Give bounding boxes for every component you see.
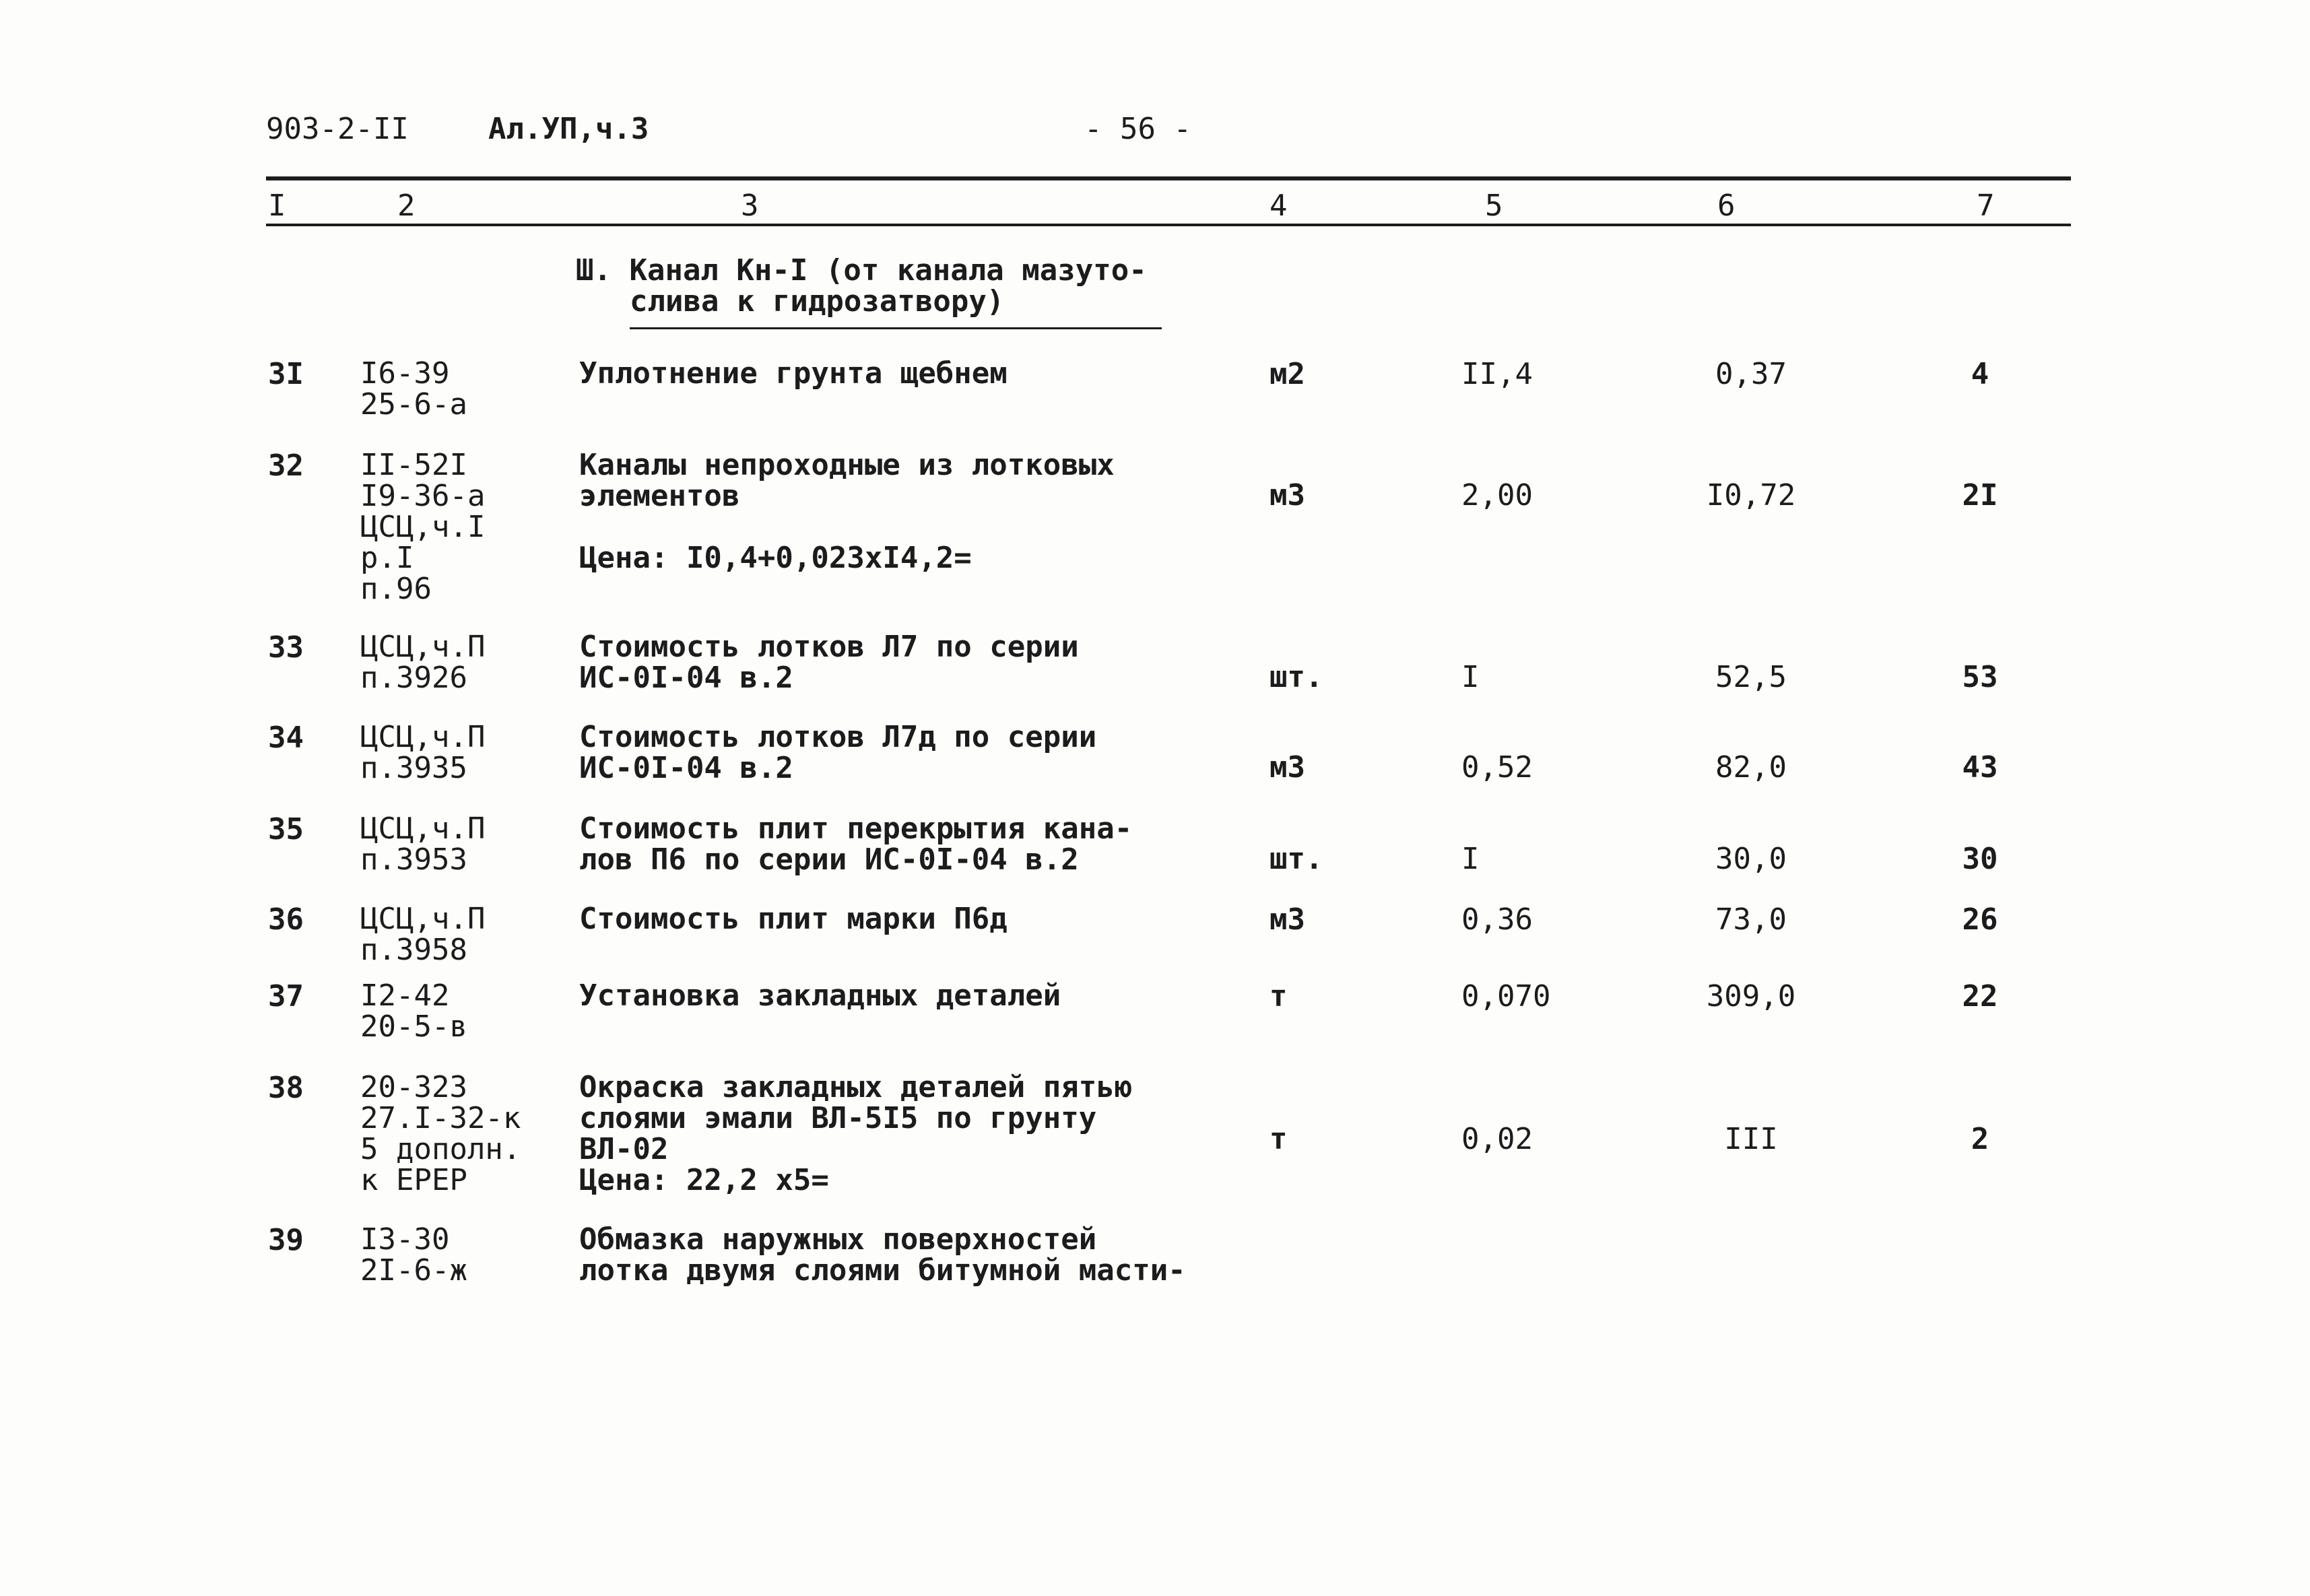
column-header-6: 6 (1717, 189, 1736, 223)
row-description-line (579, 512, 1115, 543)
row-description-line: Цена: I0,4+0,023хI4,2= (579, 541, 972, 575)
row-description-line: ВЛ-02 (579, 1132, 669, 1166)
row-unit: т (1269, 1122, 1288, 1156)
row-unit: шт. (1269, 660, 1323, 694)
row-description (579, 813, 1132, 875)
row-number: 34 (268, 721, 304, 755)
row-quantity: II,4 (1461, 357, 1533, 391)
row-code (360, 722, 485, 784)
row-description-line: Установка закладных деталей (579, 978, 1061, 1013)
row-number: 33 (268, 630, 304, 665)
row-code-line: II-52I (360, 448, 467, 482)
row-description-line: Стоимость плит перекрытия кана- (579, 811, 1133, 846)
row-description-line: Стоимость плит марки П6д (579, 902, 1008, 936)
column-header-2: 2 (397, 189, 416, 223)
row-code-line: ЦСЦ,ч.П (360, 902, 486, 936)
column-header-3: 3 (741, 189, 759, 223)
row-code (360, 450, 485, 605)
row-description (579, 722, 1096, 784)
row-code (360, 1224, 467, 1286)
row-code-line: ЦСЦ,ч.П (360, 720, 486, 754)
row-code (360, 358, 467, 420)
row-code-line: п.3958 (360, 933, 467, 967)
row-description-line: Стоимость лотков Л7д по серии (579, 720, 1097, 754)
row-description-line: Окраска закладных деталей пятью (579, 1070, 1133, 1104)
row-description-line: ИС-0I-04 в.2 (579, 661, 793, 695)
row-number: 32 (268, 448, 304, 483)
row-total: 53 (1962, 660, 1998, 694)
row-description (579, 980, 1061, 1011)
row-unit-price: 30,0 (1715, 842, 1787, 876)
column-header-7: 7 (1977, 189, 1995, 223)
row-code-line: к ЕРЕР (360, 1163, 467, 1197)
table-top-rule (266, 176, 2071, 180)
section-title-line-2: слива к гидрозатвору) (630, 284, 1005, 319)
column-header-4: 4 (1269, 189, 1288, 223)
row-description (579, 358, 1008, 389)
row-code-line: 2I-6-ж (360, 1253, 467, 1288)
row-description (579, 1224, 1186, 1286)
doc-code: 903-2-II (266, 112, 409, 146)
row-description-line: слоями эмали ВЛ-5I5 по грунту (579, 1101, 1097, 1135)
row-total: 26 (1962, 902, 1998, 937)
row-total: 2 (1971, 1122, 1989, 1156)
row-code-line: 27.I-32-к (360, 1101, 521, 1135)
row-unit-price: 309,0 (1706, 979, 1796, 1013)
album-ref: Ал.УП,ч.3 (488, 112, 649, 146)
row-number: 3I (268, 357, 304, 391)
row-number: 36 (268, 902, 304, 937)
row-description (579, 632, 1079, 694)
section-title-underline (630, 327, 1162, 329)
row-unit-price: 0,37 (1715, 357, 1787, 391)
row-code-line: I3-30 (360, 1222, 450, 1257)
row-code (360, 813, 485, 875)
row-total: 30 (1962, 842, 1998, 876)
row-description-line: Стоимость лотков Л7 по серии (579, 630, 1079, 664)
row-quantity: 0,070 (1461, 979, 1551, 1013)
row-quantity: 2,00 (1461, 478, 1533, 512)
row-description-line: Обмазка наружных поверхностей (579, 1222, 1097, 1257)
row-code-line: I6-39 (360, 356, 450, 391)
row-code (360, 904, 485, 966)
row-total: 4 (1971, 357, 1989, 391)
row-description-line: элементов (579, 479, 740, 513)
row-unit-price: III (1724, 1122, 1778, 1156)
row-total: 43 (1962, 750, 1998, 785)
row-quantity: 0,52 (1461, 750, 1533, 785)
row-quantity: 0,02 (1461, 1122, 1533, 1156)
column-header-5: 5 (1485, 189, 1503, 223)
row-unit: м2 (1269, 357, 1305, 391)
row-description-line: Цена: 22,2 х5= (579, 1163, 829, 1197)
row-code (360, 1072, 521, 1196)
row-unit: т (1269, 979, 1288, 1013)
row-code-line: ЦСЦ,ч.П (360, 630, 486, 664)
row-number: 39 (268, 1223, 304, 1257)
row-description (579, 1072, 1132, 1196)
row-description (579, 904, 1008, 935)
row-quantity: I (1461, 660, 1480, 694)
row-number: 38 (268, 1071, 304, 1105)
row-code-line: п.3935 (360, 751, 467, 785)
row-description-line: лотка двумя слоями битумной масти- (579, 1253, 1186, 1288)
row-unit-price: 82,0 (1715, 750, 1787, 785)
row-unit-price: 73,0 (1715, 902, 1787, 937)
row-code (360, 632, 485, 694)
row-code-line: п.3926 (360, 661, 467, 695)
row-code-line: р.I (360, 541, 414, 575)
row-description-line: ИС-0I-04 в.2 (579, 751, 793, 785)
row-unit-price: 52,5 (1715, 660, 1787, 694)
row-quantity: 0,36 (1461, 902, 1533, 937)
row-code (360, 980, 467, 1042)
row-code-line: 20-5-в (360, 1009, 467, 1044)
row-number: 37 (268, 979, 304, 1013)
column-header-underline (266, 224, 2071, 226)
row-description-line: Уплотнение грунта щебнем (579, 356, 1008, 391)
section-title-line-1: Ш. Канал Кн-I (от канала мазуто- (576, 253, 1147, 288)
row-code-line: 5 дополн. (360, 1132, 521, 1166)
row-unit: м3 (1269, 902, 1305, 937)
row-total: 2I (1962, 478, 1998, 512)
row-code-line: п.96 (360, 572, 432, 606)
row-unit: м3 (1269, 750, 1305, 785)
row-code-line: I9-36-а (360, 479, 486, 513)
row-quantity: I (1461, 842, 1480, 876)
column-header-1: I (268, 189, 286, 223)
row-code-line: 20-323 (360, 1070, 467, 1104)
row-code-line: ЦСЦ,ч.I (360, 510, 486, 544)
row-code-line: ЦСЦ,ч.П (360, 811, 486, 846)
row-description-line: лов П6 по серии ИС-0I-04 в.2 (579, 842, 1079, 877)
row-unit: м3 (1269, 478, 1305, 512)
row-code-line: п.3953 (360, 842, 467, 877)
row-code-line: 25-6-а (360, 387, 467, 422)
row-unit: шт. (1269, 842, 1323, 876)
row-unit-price: I0,72 (1706, 478, 1796, 512)
row-number: 35 (268, 812, 304, 846)
page-number: - 56 - (1084, 112, 1191, 146)
row-code-line: I2-42 (360, 978, 450, 1013)
row-description-line: Каналы непроходные из лотковых (579, 448, 1115, 482)
row-description (579, 450, 1115, 574)
row-total: 22 (1962, 979, 1998, 1013)
